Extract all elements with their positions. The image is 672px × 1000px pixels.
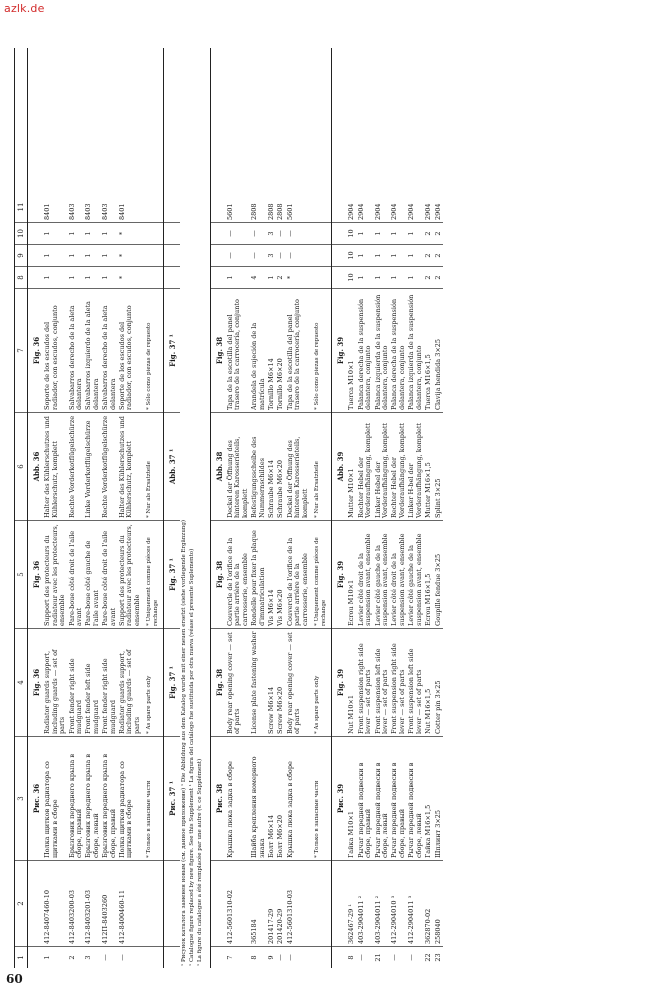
description-ru: Полка щитков радиатора со щитками в сборе (118, 736, 142, 860)
empty-cell (310, 860, 331, 946)
description-fr: Levier côté droit de la suspension avant, ensemble (390, 520, 407, 628)
description-es: Tornillo M6×20 (276, 288, 285, 412)
quantity-cell: 2 (434, 266, 443, 288)
table-row (407, 48, 424, 968)
table-row (424, 48, 433, 968)
quantity-cell: 1 (374, 266, 391, 288)
description-de: Deckel der Öffnung des hinteren Karosserieteils, komplett (286, 412, 310, 520)
notes-row (142, 48, 163, 968)
quantity-cell: 2 (424, 222, 433, 244)
description-fr: Ecrou M10×1 (347, 520, 356, 628)
part-number: 412-2904011 ³ (407, 860, 424, 946)
description-en: Body rear opening cover — set of parts (286, 628, 310, 736)
position-number: 23 (434, 946, 443, 968)
table-row (374, 48, 391, 968)
position-number: — (118, 946, 142, 968)
description-en: Front fender left side mudguard (84, 628, 101, 736)
description-es: Clavija hendida 3×25 (434, 288, 443, 412)
description-de: Linker Hebel der Vorderaufhängung, komplett (374, 412, 391, 520)
description-es: Soporte de los escudos del radiador, con escudos, conjunto (118, 288, 142, 412)
group-reference: 5601 (225, 203, 234, 220)
part-number: 362467-29 ¹ (347, 860, 356, 946)
empty-cell (28, 192, 43, 222)
table-row (68, 48, 85, 968)
quantity-cell: 3 (267, 222, 276, 244)
description-es: Tornillo M6×14 (267, 288, 276, 412)
description-ru: Крышка люка задка в сборе (286, 736, 310, 860)
figure-caption-de: Abb. 37 ¹ (164, 412, 179, 520)
quantity-cell: 1 (407, 244, 424, 266)
quantity-cell: 1 (374, 222, 391, 244)
description-en: Front suspension left side lever — set of parts (374, 628, 391, 736)
description-es: Salvabarros derecho de la aleta delantera (101, 288, 118, 412)
quantity-cell: — (226, 244, 250, 266)
empty-cell (142, 860, 163, 946)
position-number: 8 (347, 946, 356, 968)
note-es: * Sólo como piezas de repuesto (142, 288, 163, 412)
group-reference: 2808 (250, 203, 259, 220)
figure-section (331, 48, 443, 968)
description-en: Front suspension right side lever — set of parts (357, 628, 374, 736)
figure-caption-row (332, 48, 347, 968)
quantity-cell: — (226, 222, 250, 244)
part-number: 412-8403201-03 (84, 860, 101, 946)
table-row (267, 48, 276, 968)
empty-cell (142, 192, 163, 222)
quantity-cell: 10 (347, 244, 356, 266)
empty-cell (142, 266, 163, 288)
quantity-cell: — (250, 244, 267, 266)
column-number: 7 (15, 288, 27, 412)
figure-caption-fr: Fig. 38 (211, 520, 226, 628)
group-reference: 2808 (276, 203, 285, 220)
column-number: 9 (15, 244, 27, 266)
group-reference: 8401 (43, 203, 52, 220)
note-ru: * Только в запасные части (142, 736, 163, 860)
description-es: Palanca derecha de la suspensión delantera, conjunto (390, 288, 407, 412)
empty-cell (310, 244, 331, 266)
parts-catalog-table (14, 48, 660, 968)
empty-cell (332, 946, 347, 968)
description-de: Deckel der Öffnung des hinteren Karosserieteils, komplett (226, 412, 250, 520)
quantity-cell: 1 (84, 266, 101, 288)
empty-cell (310, 192, 331, 222)
empty-cell (142, 244, 163, 266)
description-fr: Rondelle pour fixer la plaque d'immatriculation (250, 520, 267, 628)
description-ru: Брызговик переднего крыла в сборе, правый (68, 736, 85, 860)
quantity-cell: 3 (267, 244, 276, 266)
figure-caption-row (28, 48, 43, 968)
quantity-cell: — (250, 222, 267, 244)
description-fr: Vis M6×14 (267, 520, 276, 628)
description-es: Salvabarros derecho de la aleta delantera (68, 288, 85, 412)
empty-cell (28, 266, 43, 288)
description-de: Rechter Hebel der Vorderaufhängung, komplett (357, 412, 374, 520)
figure-caption-en: Fig. 36 (28, 628, 43, 736)
quantity-cell: 1 (84, 244, 101, 266)
description-de: Halter des Kühlerschutzes und Kühlerschutz, komplett (43, 412, 67, 520)
catalog-sections (28, 48, 443, 968)
description-en: Radiator guards support, including guards — set of parts (118, 628, 142, 736)
quantity-cell: 1 (390, 244, 407, 266)
description-ru: Гайка М16×1,5 (424, 736, 433, 860)
description-ru: Рычаг передней подвески в сборе, правый (357, 736, 374, 860)
empty-cell (164, 946, 179, 968)
empty-cell (332, 266, 347, 288)
column-number-header (14, 48, 28, 968)
empty-cell (164, 244, 179, 266)
description-en: Body rear opening cover — set of parts (226, 628, 250, 736)
quantity-cell: 1 (226, 266, 250, 288)
description-de: Rechte Vorderkotflügelschürze (68, 412, 85, 520)
position-number: — (286, 946, 310, 968)
position-number: 2 (68, 946, 85, 968)
description-en: Nut M10×1 (347, 628, 356, 736)
group-reference: 2904 (356, 203, 365, 220)
description-ru: Шплинт 3×25 (434, 736, 443, 860)
note-ru: * Только в запасные части (310, 736, 331, 860)
description-es: Soporte de los escudos del radiador, con escudos, conjunto (43, 288, 67, 412)
quantity-cell: 2 (424, 266, 433, 288)
description-es: Tuerca M10×1 (347, 288, 356, 412)
description-fr: Couvercle de l'orifice de la partie arrière de la carrosserie, ensemble (226, 520, 250, 628)
description-fr: Levier côté gauche de la suspension avant, ensemble (407, 520, 424, 628)
quantity-cell: * (118, 266, 142, 288)
description-ru: Болт М6×20 (276, 736, 285, 860)
table-row (347, 48, 356, 968)
quantity-cell: 4 (250, 266, 267, 288)
quantity-cell: 1 (101, 266, 118, 288)
part-number: 201420-29 (276, 860, 285, 946)
description-es: Palanca izquierda de la suspensión delantera, conjunto (374, 288, 391, 412)
quantity-cell: 1 (357, 244, 374, 266)
figure-caption-es: Fig. 38 (211, 288, 226, 412)
description-en: Radiator guards support, including guards — set of parts (43, 628, 67, 736)
description-en: Front suspension right side lever — set of parts (390, 628, 407, 736)
figure-caption-es: Fig. 36 (28, 288, 43, 412)
group-reference: 8403 (101, 203, 110, 220)
description-es: Arandela de sujeción de la matrícula (250, 288, 267, 412)
description-en: Front fender right side mudguard (101, 628, 118, 736)
quantity-cell: * (118, 244, 142, 266)
description-fr: Levier côté droit de la suspension avant, ensemble (357, 520, 374, 628)
position-number: — (390, 946, 407, 968)
empty-cell (332, 860, 347, 946)
empty-cell (142, 222, 163, 244)
empty-cell (332, 244, 347, 266)
figure-section (163, 48, 209, 968)
position-number: 7 (226, 946, 250, 968)
group-reference: 8401 (118, 203, 127, 220)
column-number: 1 (15, 946, 27, 968)
part-number: 412-5601310-02 (226, 860, 250, 946)
group-reference: 2904 (390, 203, 399, 220)
description-fr: Levier côté gauche de la suspension avant, ensemble (374, 520, 391, 628)
figure-caption-de: Abb. 36 (28, 412, 43, 520)
part-number: 365184 (250, 860, 267, 946)
quantity-cell: 1 (390, 266, 407, 288)
group-reference: 2808 (267, 203, 276, 220)
description-de: Befestigungsscheibe des Nummernschildes (250, 412, 267, 520)
empty-cell (164, 266, 179, 288)
description-ru: Брызговик переднего крыла в сборе, левый (84, 736, 101, 860)
description-ru: Рычаг передней подвески в сборе, правый (390, 736, 407, 860)
group-reference: 8403 (84, 203, 93, 220)
figure-caption-en: Fig. 38 (211, 628, 226, 736)
quantity-cell: 10 (347, 266, 356, 288)
description-fr: Pare-boue côté droit de l'aile avant (101, 520, 118, 628)
part-number: 403-2904011 ² (374, 860, 391, 946)
table-row (84, 48, 101, 968)
description-ru: Болт М6×14 (267, 736, 276, 860)
part-number: 403-2904011 ² (357, 860, 374, 946)
empty-cell (164, 192, 179, 222)
footnote: ¹ Catalogue figure replaced by new figure. See this Supplement ¹ La figura del catálogo fue sustituida por otra nueva (véase el presente Suplemento) (188, 548, 195, 966)
figure-caption-fr: Fig. 39 (332, 520, 347, 628)
quantity-cell: 1 (357, 266, 374, 288)
table-row (286, 48, 310, 968)
group-reference: 8403 (67, 203, 76, 220)
position-number: — (101, 946, 118, 968)
group-reference: 2904 (407, 203, 416, 220)
quantity-cell: 1 (267, 266, 276, 288)
empty-cell (332, 222, 347, 244)
note-fr: * Uniquement comme pièces de rechange (310, 520, 331, 628)
column-number: 6 (15, 412, 27, 520)
description-ru: Рычаг передней подвески в сборе, левый (407, 736, 424, 860)
quantity-cell: 10 (347, 222, 356, 244)
table-row (276, 48, 285, 968)
position-number: — (357, 946, 374, 968)
description-de: Mutter M16×1,5 (424, 412, 433, 520)
description-de: Mutter M10×1 (347, 412, 356, 520)
empty-cell (211, 860, 226, 946)
quantity-cell: 1 (101, 244, 118, 266)
group-reference: 2904 (433, 203, 442, 220)
empty-cell (211, 192, 226, 222)
description-ru: Шайба крепления номерного знака (250, 736, 267, 860)
empty-cell (310, 946, 331, 968)
description-fr: Support des protecteurs du radiateur avec les protecteurs, ensemble (118, 520, 142, 628)
table-row (118, 48, 142, 968)
quantity-cell: 2 (434, 244, 443, 266)
description-fr: Support des protecteurs du radiateur avec les protecteurs, ensemble (43, 520, 67, 628)
note-es: * Sólo como piezas de repuesto (310, 288, 331, 412)
part-number: 412-8407460-10 (43, 860, 67, 946)
empty-cell (28, 946, 43, 968)
column-number: 11 (17, 202, 25, 212)
description-ru: Полка щитков радиатора со щитками в сборе (43, 736, 67, 860)
quantity-cell: — (286, 244, 310, 266)
description-en: Cotter pin 3×25 (434, 628, 443, 736)
quantity-cell: 1 (407, 266, 424, 288)
description-es: Palanca derecha de la suspensión delantera, conjunto (357, 288, 374, 412)
empty-cell (332, 192, 347, 222)
figure-caption-ru: Рис. 38 (211, 736, 226, 860)
table-row (101, 48, 118, 968)
description-es: Tapa de la escotilla del panel trasero de la carrocería, conjunto (286, 288, 310, 412)
quantity-cell: — (276, 222, 285, 244)
empty-cell (211, 222, 226, 244)
quantity-cell: 2 (434, 222, 443, 244)
empty-cell (211, 244, 226, 266)
group-reference: 2904 (424, 203, 433, 220)
description-de: Linke Vorderkotflügelschürze (84, 412, 101, 520)
empty-cell (28, 244, 43, 266)
part-number: 201417-29 (267, 860, 276, 946)
quantity-cell: — (286, 222, 310, 244)
footnote: ¹ La figure du catalogue a été remplacée par une autre (v. ce Supplément) (197, 758, 204, 966)
note-en: * As spare parts only (310, 628, 331, 736)
description-ru: Брызговик переднего крыла в сборе, правый (101, 736, 118, 860)
quantity-cell: 1 (68, 244, 85, 266)
figure-caption-fr: Fig. 37 ¹ (164, 520, 179, 628)
note-de: * Nur als Ersatzteile (142, 412, 163, 520)
figure-caption-de: Abb. 38 (211, 412, 226, 520)
column-number: 5 (15, 520, 27, 628)
quantity-cell: 1 (43, 222, 67, 244)
description-es: Tapa de la escotilla del panel trasero de la carrocería, conjunto (226, 288, 250, 412)
description-fr: Couvercle de l'orifice de la partie arrière de la carrosserie, ensemble (286, 520, 310, 628)
position-number: — (276, 946, 285, 968)
quantity-cell: 1 (43, 244, 67, 266)
description-ru: Крышка люка задка в сборе (226, 736, 250, 860)
empty-cell (310, 266, 331, 288)
quantity-cell: * (118, 222, 142, 244)
description-de: Rechte Vorderkotflügelschürze (101, 412, 118, 520)
table-row (390, 48, 407, 968)
description-en: Screw M6×14 (267, 628, 276, 736)
description-fr: Goupille fendue 3×25 (434, 520, 443, 628)
column-number: 2 (15, 860, 27, 946)
quantity-cell: 1 (68, 222, 85, 244)
position-number: 22 (424, 946, 433, 968)
part-number: 412-8400460-11 (118, 860, 142, 946)
description-de: Rechter Hebel der Vorderaufhängung, komplett (390, 412, 407, 520)
description-es: Palanca izquierda de la suspensión delantera, conjunto (407, 288, 424, 412)
description-en: Screw M6×20 (276, 628, 285, 736)
table-row (357, 48, 374, 968)
group-reference: 2904 (373, 203, 382, 220)
note-en: * As spare parts only (142, 628, 163, 736)
position-number: 9 (267, 946, 276, 968)
part-number: 362870-02 (424, 860, 433, 946)
group-reference: 2904 (347, 203, 356, 220)
table-row (250, 48, 267, 968)
table-row (434, 48, 443, 968)
figure-caption-row (164, 48, 179, 968)
description-fr: Pare-boue côté gauche de l'aile avant (84, 520, 101, 628)
note-de: * Nur als Ersatzteile (310, 412, 331, 520)
figure-caption-es: Fig. 37 ¹ (164, 288, 179, 412)
quantity-cell: * (286, 266, 310, 288)
position-number: 1 (43, 946, 67, 968)
figure-caption-ru: Рис. 36 (28, 736, 43, 860)
figure-caption-ru: Рис. 37 ¹ (164, 736, 179, 860)
quantity-cell: — (276, 244, 285, 266)
empty-cell (164, 222, 179, 244)
quantity-cell: 2 (424, 244, 433, 266)
description-es: Tuerca M16×1,5 (424, 288, 433, 412)
empty-cell (211, 946, 226, 968)
description-de: Linker H-bel der Vorderaufhängung, komplett (407, 412, 424, 520)
figure-section (28, 48, 163, 968)
empty-cell (310, 222, 331, 244)
site-watermark: azlk.de (4, 2, 45, 15)
description-ru: Рычаг передней подвески в сборе, левый (374, 736, 391, 860)
empty-cell (211, 266, 226, 288)
table-row (226, 48, 250, 968)
figure-caption-es: Fig. 39 (332, 288, 347, 412)
quantity-cell: 1 (84, 222, 101, 244)
column-number: 8 (15, 266, 27, 288)
empty-cell (164, 860, 179, 946)
figure-caption-en: Fig. 37 ¹ (164, 628, 179, 736)
figure-caption-row (211, 48, 226, 968)
column-number: 10 (15, 222, 27, 244)
column-number: 3 (15, 736, 27, 860)
table-row (43, 48, 67, 968)
part-number: 412-5601310-03 (286, 860, 310, 946)
note-fr: * Uniquement comme pièces de rechange (142, 520, 163, 628)
part-number: 258040 (434, 860, 443, 946)
description-en: Front fender right side mudguard (68, 628, 85, 736)
description-de: Schraube M6×14 (267, 412, 276, 520)
page-number: 60 (6, 972, 23, 986)
quantity-cell: 1 (101, 222, 118, 244)
description-de: Schraube M6×20 (276, 412, 285, 520)
figure-caption-fr: Fig. 36 (28, 520, 43, 628)
position-number: 3 (84, 946, 101, 968)
description-de: Halter des Kühlerschutzes und Kühlerschutz, komplett (118, 412, 142, 520)
description-en: Nut M16×1,5 (424, 628, 433, 736)
footnote: ¹ Рисунок каталога заменен новым (см. данное приложение) ¹ Die Abbildung aus dem Katalog wurde mit einer neuen ersetzt (siehe vorliegende Ergänzung) (180, 519, 187, 966)
part-number: 412-2904010 ³ (390, 860, 407, 946)
quantity-cell: 2 (276, 266, 285, 288)
quantity-cell: 1 (357, 222, 374, 244)
quantity-cell: 1 (68, 266, 85, 288)
empty-cell (28, 222, 43, 244)
description-en: Front suspension left side lever — set of parts (407, 628, 424, 736)
description-es: Salvabarros izquierdo de la aleta delantera (84, 288, 101, 412)
notes-row (310, 48, 331, 968)
description-fr: Vis M6×20 (276, 520, 285, 628)
description-de: Splint 3×25 (434, 412, 443, 520)
position-number: — (407, 946, 424, 968)
description-ru: Гайка М10×1 (347, 736, 356, 860)
position-number: 8 (250, 946, 267, 968)
description-fr: Pare-boue côté droit de l'aile avant (68, 520, 85, 628)
column-number: 4 (15, 628, 27, 736)
figure-caption-en: Fig. 39 (332, 628, 347, 736)
figure-section (210, 48, 331, 968)
figure-caption-ru: Рис. 39 (332, 736, 347, 860)
quantity-cell: 1 (407, 222, 424, 244)
quantity-cell: 1 (374, 244, 391, 266)
position-number: 21 (374, 946, 391, 968)
part-number: 412-8403200-03 (68, 860, 85, 946)
group-reference: 5601 (285, 203, 294, 220)
description-en: License plate fastening washer (250, 628, 267, 736)
part-number: 412П-8403260 (101, 860, 118, 946)
description-fr: Ecrou M16×1,5 (424, 520, 433, 628)
figure-caption-de: Abb. 39 (332, 412, 347, 520)
empty-cell (28, 860, 43, 946)
empty-cell (142, 946, 163, 968)
quantity-cell: 1 (43, 266, 67, 288)
quantity-cell: 1 (390, 222, 407, 244)
